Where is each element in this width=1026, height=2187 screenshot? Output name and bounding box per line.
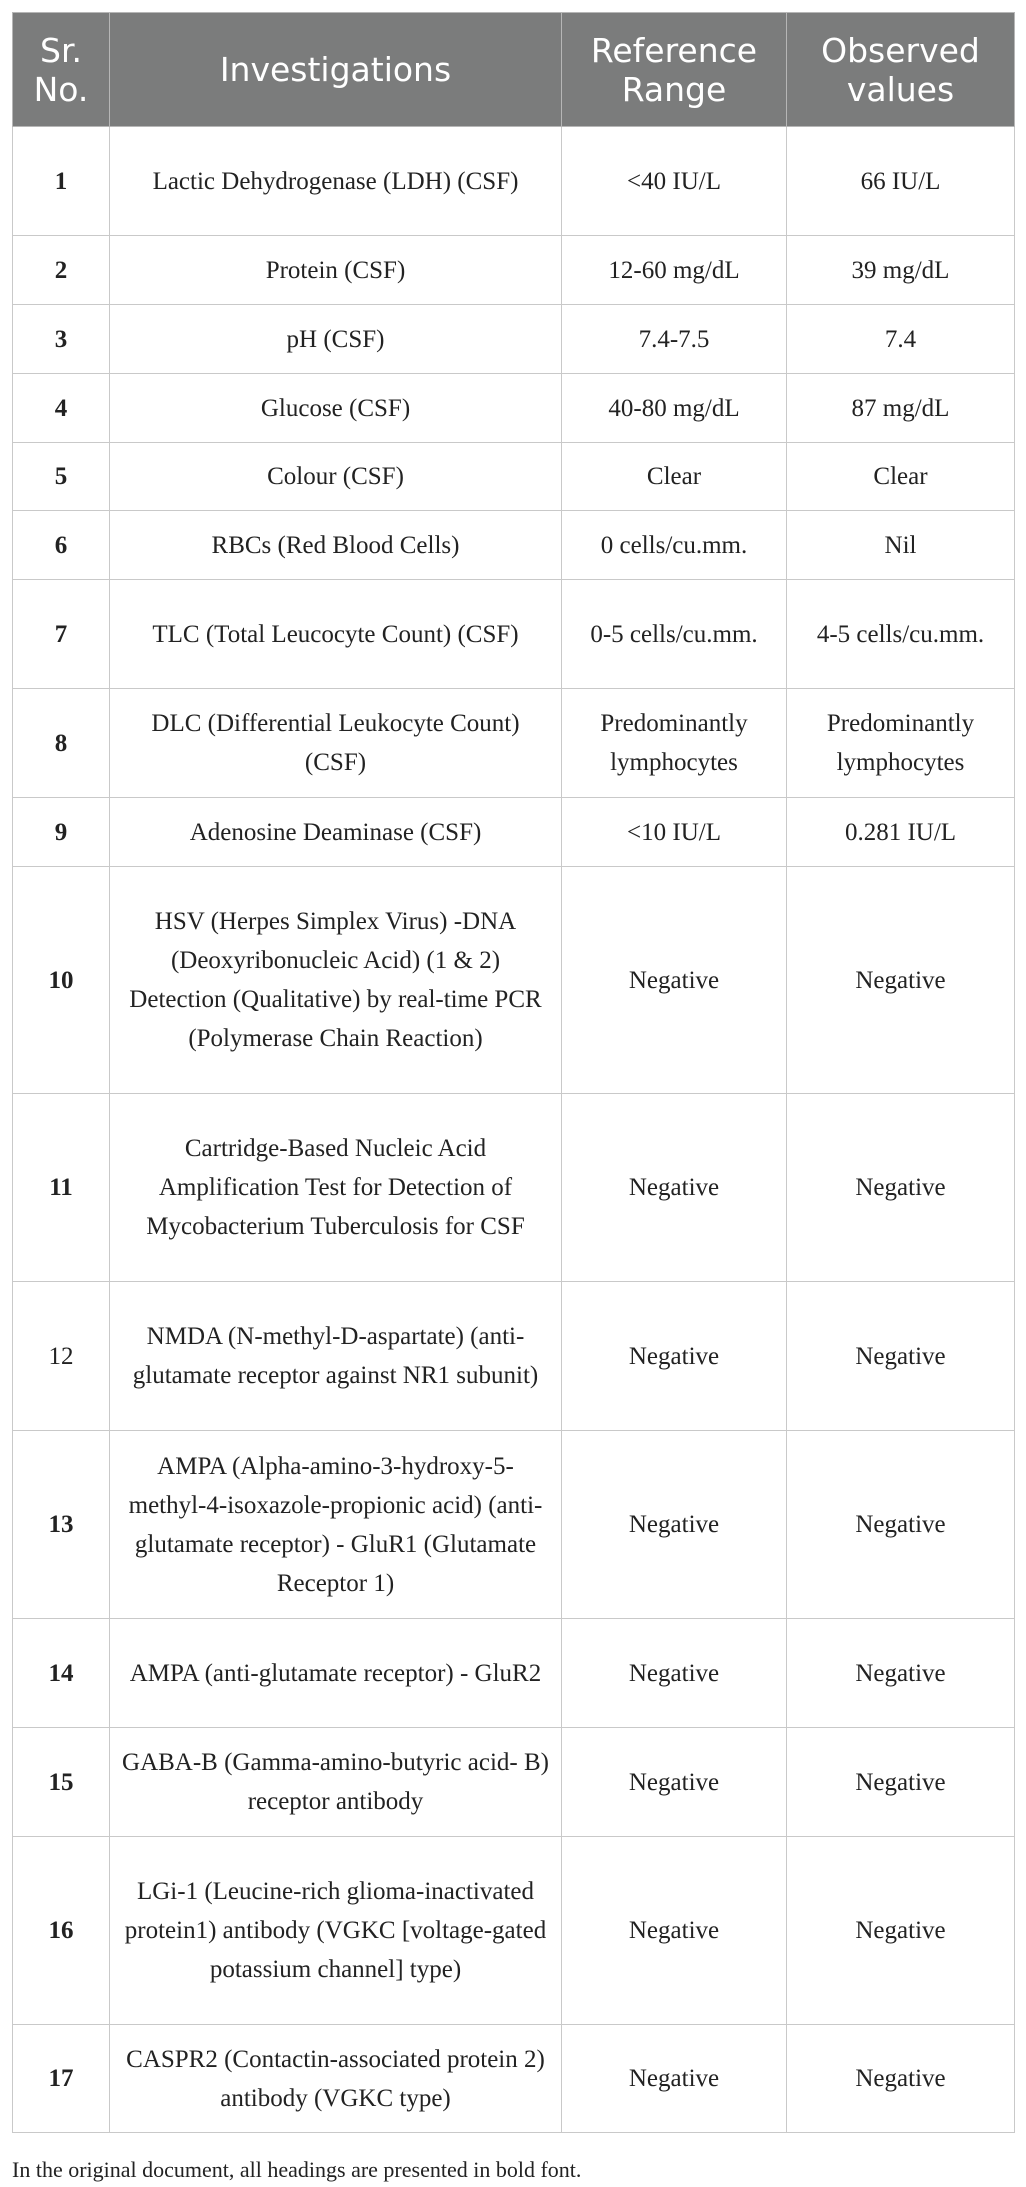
- observed-value-cell: Negative: [787, 1619, 1015, 1728]
- investigation-cell: NMDA (N-methyl-D-aspartate) (anti-glutamate receptor against NR1 subunit): [110, 1282, 562, 1431]
- investigation-cell: Cartridge-Based Nucleic Acid Amplification Test for Detection of Mycobacterium Tuberculosis for CSF: [110, 1094, 562, 1282]
- table-row: [13, 1431, 1015, 1619]
- observed-value-cell: Negative: [787, 1837, 1015, 2025]
- sr-no-cell: 7: [13, 580, 110, 689]
- sr-no-cell: 15: [13, 1728, 110, 1837]
- table-row: [13, 443, 1015, 511]
- header-observed-values: Observed values: [787, 13, 1015, 127]
- table-row: [13, 1094, 1015, 1282]
- investigation-cell: Colour (CSF): [110, 443, 562, 511]
- investigation-cell: Adenosine Deaminase (CSF): [110, 798, 562, 867]
- sr-no-cell: 12: [13, 1282, 110, 1431]
- sr-no-cell: 13: [13, 1431, 110, 1619]
- header-reference-range: Reference Range: [562, 13, 787, 127]
- sr-no-cell: 14: [13, 1619, 110, 1728]
- observed-value-cell: Nil: [787, 511, 1015, 580]
- reference-range-cell: Predominantly lymphocytes: [562, 689, 787, 798]
- table-row: [13, 2025, 1015, 2133]
- observed-value-cell: Negative: [787, 1431, 1015, 1619]
- observed-value-cell: 4-5 cells/cu.mm.: [787, 580, 1015, 689]
- table-row: [13, 689, 1015, 798]
- sr-no-cell: 1: [13, 127, 110, 236]
- observed-value-cell: 7.4: [787, 305, 1015, 374]
- sr-no-cell: 6: [13, 511, 110, 580]
- reference-range-cell: 0-5 cells/cu.mm.: [562, 580, 787, 689]
- csf-investigations-table: [12, 12, 1015, 2133]
- sr-no-cell: 2: [13, 236, 110, 305]
- reference-range-cell: Negative: [562, 1094, 787, 1282]
- reference-range-cell: Negative: [562, 867, 787, 1094]
- investigation-cell: Protein (CSF): [110, 236, 562, 305]
- observed-value-cell: Negative: [787, 2025, 1015, 2133]
- sr-no-cell: 16: [13, 1837, 110, 2025]
- observed-value-cell: Negative: [787, 1728, 1015, 1837]
- reference-range-cell: Negative: [562, 1282, 787, 1431]
- reference-range-cell: 12-60 mg/dL: [562, 236, 787, 305]
- investigation-cell: AMPA (Alpha-amino-3-hydroxy-5-methyl-4-isoxazole-propionic acid) (anti-glutamate receptor) - GluR1 (Glutamate Receptor 1): [110, 1431, 562, 1619]
- observed-value-cell: Negative: [787, 1094, 1015, 1282]
- reference-range-cell: Negative: [562, 1728, 787, 1837]
- reference-range-cell: 7.4-7.5: [562, 305, 787, 374]
- observed-value-cell: 66 IU/L: [787, 127, 1015, 236]
- observed-value-cell: 39 mg/dL: [787, 236, 1015, 305]
- investigation-cell: DLC (Differential Leukocyte Count) (CSF): [110, 689, 562, 798]
- investigation-cell: Glucose (CSF): [110, 374, 562, 443]
- investigation-cell: Lactic Dehydrogenase (LDH) (CSF): [110, 127, 562, 236]
- header-sr-no: Sr. No.: [13, 13, 110, 127]
- reference-range-cell: Negative: [562, 1431, 787, 1619]
- table-row: [13, 798, 1015, 867]
- table-row: [13, 580, 1015, 689]
- observed-value-cell: Negative: [787, 1282, 1015, 1431]
- investigation-cell: RBCs (Red Blood Cells): [110, 511, 562, 580]
- sr-no-cell: 4: [13, 374, 110, 443]
- table-row: [13, 374, 1015, 443]
- reference-range-cell: Negative: [562, 1619, 787, 1728]
- reference-range-cell: 0 cells/cu.mm.: [562, 511, 787, 580]
- observed-value-cell: Clear: [787, 443, 1015, 511]
- table-row: [13, 236, 1015, 305]
- reference-range-cell: Clear: [562, 443, 787, 511]
- sr-no-cell: 5: [13, 443, 110, 511]
- investigation-cell: AMPA (anti-glutamate receptor) - GluR2: [110, 1619, 562, 1728]
- sr-no-cell: 10: [13, 867, 110, 1094]
- header-investigations: Investigations: [110, 13, 562, 127]
- observed-value-cell: 87 mg/dL: [787, 374, 1015, 443]
- reference-range-cell: <40 IU/L: [562, 127, 787, 236]
- table-row: [13, 1837, 1015, 2025]
- sr-no-cell: 9: [13, 798, 110, 867]
- table-row: [13, 867, 1015, 1094]
- investigation-cell: pH (CSF): [110, 305, 562, 374]
- investigation-cell: LGi-1 (Leucine-rich glioma-inactivated protein1) antibody (VGKC [voltage-gated potassium channel] type): [110, 1837, 562, 2025]
- table-row: [13, 1619, 1015, 1728]
- sr-no-cell: 17: [13, 2025, 110, 2133]
- table-row: [13, 1282, 1015, 1431]
- table-footnote: In the original document, all headings are presented in bold font.: [12, 2157, 582, 2182]
- sr-no-cell: 11: [13, 1094, 110, 1282]
- sr-no-cell: 3: [13, 305, 110, 374]
- reference-range-cell: Negative: [562, 1837, 787, 2025]
- observed-value-cell: 0.281 IU/L: [787, 798, 1015, 867]
- reference-range-cell: 40-80 mg/dL: [562, 374, 787, 443]
- sr-no-cell: 8: [13, 689, 110, 798]
- investigation-cell: CASPR2 (Contactin-associated protein 2) antibody (VGKC type): [110, 2025, 562, 2133]
- table-header-row: [13, 13, 1015, 127]
- investigation-cell: HSV (Herpes Simplex Virus) -DNA (Deoxyribonucleic Acid) (1 & 2) Detection (Qualitative) by real-time PCR (Polymerase Chain Reaction): [110, 867, 562, 1094]
- table-row: [13, 305, 1015, 374]
- investigation-cell: TLC (Total Leucocyte Count) (CSF): [110, 580, 562, 689]
- table-row: [13, 511, 1015, 580]
- table-row: [13, 127, 1015, 236]
- observed-value-cell: Predominantly lymphocytes: [787, 689, 1015, 798]
- investigation-cell: GABA-B (Gamma-amino-butyric acid- B) receptor antibody: [110, 1728, 562, 1837]
- reference-range-cell: <10 IU/L: [562, 798, 787, 867]
- table-row: [13, 1728, 1015, 1837]
- reference-range-cell: Negative: [562, 2025, 787, 2133]
- observed-value-cell: Negative: [787, 867, 1015, 1094]
